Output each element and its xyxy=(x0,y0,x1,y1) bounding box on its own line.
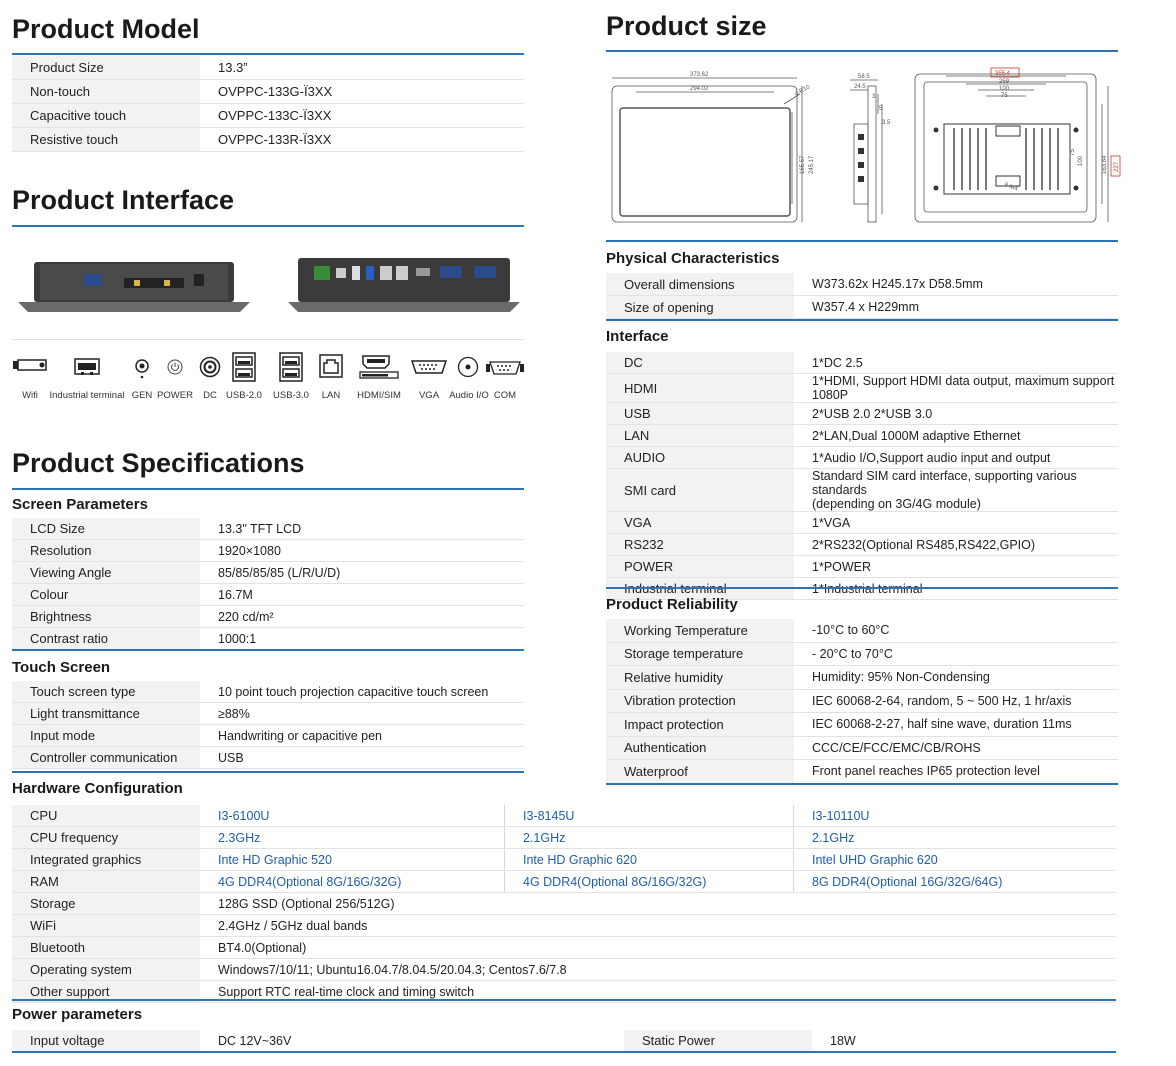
row-key: Product Size xyxy=(12,56,200,80)
side-ports-image xyxy=(284,252,524,314)
row-value: W357.4 x H229mm xyxy=(794,296,1118,319)
row-key: USB xyxy=(606,403,794,425)
dim-front-corner: 4-R10 xyxy=(794,84,812,98)
table-row xyxy=(606,447,1118,469)
dim-back-100: 100 xyxy=(999,86,1010,92)
row-value: Inte HD Graphic 520 xyxy=(200,849,505,871)
power-value-input-voltage: DC 12V~36V xyxy=(200,1030,624,1052)
gen-icon xyxy=(134,358,150,380)
divider xyxy=(606,319,1118,321)
dim-front-height-1: 165.57 xyxy=(800,155,806,174)
row-key: AUDIO xyxy=(606,447,794,469)
divider xyxy=(12,649,524,651)
table-row xyxy=(12,628,524,650)
product-specifications-title: Product Specifications xyxy=(12,448,305,478)
screen-parameters-table xyxy=(12,518,524,650)
divider xyxy=(12,999,1116,1001)
row-value: CCC/CE/FCC/EMC/CB/ROHS xyxy=(794,736,1118,760)
wifi-icon xyxy=(12,358,50,372)
table-row xyxy=(12,937,1116,959)
row-value: 2.3GHz xyxy=(200,827,505,849)
industrial-terminal-icon xyxy=(74,358,100,376)
interface-icon-row xyxy=(0,352,530,406)
icon-label: POWER xyxy=(157,390,193,401)
row-key: Impact protection xyxy=(606,713,794,737)
row-key: Capacitive touch xyxy=(12,104,200,128)
table-row xyxy=(12,827,1116,849)
row-value: Front panel reaches IP65 protection level xyxy=(794,760,1118,784)
product-reliability-table xyxy=(606,619,1118,784)
table-row xyxy=(606,760,1118,784)
row-value: 1*VGA xyxy=(794,512,1118,534)
physical-characteristics-table xyxy=(606,273,1118,319)
row-key: VGA xyxy=(606,512,794,534)
row-key: Input mode xyxy=(12,725,200,747)
dim-back-100-vertical: 100 xyxy=(1078,155,1084,166)
row-key: Storage temperature xyxy=(606,642,794,666)
row-key: Waterproof xyxy=(606,760,794,784)
dim-side-depth: 24.5 xyxy=(854,84,866,90)
row-key: Colour xyxy=(12,584,200,606)
dim-back-259: 259 xyxy=(999,79,1010,85)
row-key: CPU xyxy=(12,805,200,827)
row-value: -10°C to 60°C xyxy=(794,619,1118,642)
power-parameters-table xyxy=(12,1030,1116,1052)
table-row xyxy=(606,713,1118,737)
row-value: 128G SSD (Optional 256/512G) xyxy=(200,893,1116,915)
row-key: RAM xyxy=(12,871,200,893)
dim-side-3-5: 3.5 xyxy=(882,120,891,126)
row-value xyxy=(794,469,1118,512)
interface-title: Interface xyxy=(606,328,669,345)
row-value: Humidity: 95% Non-Condensing xyxy=(794,666,1118,690)
table-row xyxy=(606,642,1118,666)
row-key: HDMI xyxy=(606,374,794,403)
row-value: 1*DC 2.5 xyxy=(794,352,1118,374)
table-row xyxy=(12,562,524,584)
dim-side-width: 58.5 xyxy=(858,74,870,80)
table-row xyxy=(606,273,1118,296)
row-value-line: Standard SIM card interface, supporting various standards xyxy=(812,469,1077,497)
row-value: 2.4GHz / 5GHz dual bands xyxy=(200,915,1116,937)
table-row xyxy=(606,556,1118,578)
divider xyxy=(12,488,524,490)
row-key: Relative humidity xyxy=(606,666,794,690)
lan-icon xyxy=(319,354,343,378)
row-value: I3-10110U xyxy=(794,805,1117,827)
row-value: IEC 60068-2-64, random, 5 ~ 500 Hz, 1 hr/axis xyxy=(794,689,1118,713)
dim-front-inner-width: 294.02 xyxy=(690,86,709,92)
table-row xyxy=(12,540,524,562)
divider xyxy=(12,339,524,340)
row-value: 16.7M xyxy=(200,584,524,606)
table-row xyxy=(606,534,1118,556)
table-row xyxy=(606,512,1118,534)
row-key: Authentication xyxy=(606,736,794,760)
table-row xyxy=(12,518,524,540)
row-key: SMI card xyxy=(606,469,794,512)
power-key-input-voltage: Input voltage xyxy=(12,1030,200,1052)
table-row xyxy=(12,703,524,725)
row-value: I3-6100U xyxy=(200,805,505,827)
row-value: Inte HD Graphic 620 xyxy=(505,849,794,871)
row-key: Controller communication xyxy=(12,747,200,769)
row-value: Intel UHD Graphic 620 xyxy=(794,849,1117,871)
row-value: 4G DDR4(Optional 8G/16G/32G) xyxy=(505,871,794,893)
row-value: 10 point touch projection capacitive touch screen xyxy=(200,681,524,703)
table-row xyxy=(606,666,1118,690)
divider xyxy=(12,225,524,227)
power-value-static-power: 18W xyxy=(812,1030,1116,1052)
table-row xyxy=(12,128,524,152)
row-value: OVPPC-133C-Ï3XX xyxy=(200,104,524,128)
table-row xyxy=(12,584,524,606)
dim-side-3: 3 xyxy=(872,94,876,100)
icon-label: VGA xyxy=(418,390,440,401)
icon-label: COM xyxy=(493,390,517,401)
dim-back-height-2: 227 xyxy=(1114,161,1120,172)
dimension-drawings xyxy=(606,64,1124,232)
table-row xyxy=(12,915,1116,937)
row-value: 85/85/85/85 (L/R/U/D) xyxy=(200,562,524,584)
table-row xyxy=(12,871,1116,893)
hdmi-sim-icon xyxy=(358,354,400,380)
row-value: Windows7/10/11; Ubuntu16.04.7/8.04.5/20.04.3; Centos7.6/7.8 xyxy=(200,959,1116,981)
dim-front-height-2: 245.17 xyxy=(809,155,815,174)
hardware-configuration-title: Hardware Configuration xyxy=(12,780,183,797)
row-value-line: (depending on 3G/4G module) xyxy=(812,497,981,511)
row-value: I3-8145U xyxy=(505,805,794,827)
table-row xyxy=(12,893,1116,915)
row-key: Overall dimensions xyxy=(606,273,794,296)
row-key: Integrated graphics xyxy=(12,849,200,871)
row-value: BT4.0(Optional) xyxy=(200,937,1116,959)
row-key: RS232 xyxy=(606,534,794,556)
interface-table xyxy=(606,352,1118,600)
icon-label: Wifi xyxy=(22,390,38,401)
row-key: Resistive touch xyxy=(12,128,200,152)
power-icon xyxy=(166,358,184,376)
product-size-title: Product size xyxy=(606,11,767,41)
row-key: Vibration protection xyxy=(606,689,794,713)
table-row xyxy=(606,374,1118,403)
physical-characteristics-title: Physical Characteristics xyxy=(606,250,780,267)
table-row xyxy=(606,296,1118,319)
table-row xyxy=(606,425,1118,447)
dim-back-height-1: 163.84 xyxy=(1102,155,1108,174)
row-key: POWER xyxy=(606,556,794,578)
divider xyxy=(606,240,1118,242)
table-row xyxy=(12,747,524,769)
dim-side-5: 5 xyxy=(879,106,883,112)
dc-icon xyxy=(199,356,221,378)
touch-screen-title: Touch Screen xyxy=(12,659,111,676)
row-value: OVPPC-133G-Ï3XX xyxy=(200,80,524,104)
dim-back-width: 355.4 xyxy=(995,71,1011,77)
row-value: 2.1GHz xyxy=(505,827,794,849)
row-key: LCD Size xyxy=(12,518,200,540)
vga-icon xyxy=(410,358,448,376)
table-row xyxy=(606,352,1118,374)
row-value: IEC 60068-2-27, half sine wave, duration 11ms xyxy=(794,713,1118,737)
row-value: 13.3" TFT LCD xyxy=(200,518,524,540)
power-key-static-power: Static Power xyxy=(624,1030,812,1052)
icon-label: USB-2.0 xyxy=(226,390,262,401)
table-row xyxy=(12,80,524,104)
row-key: Contrast ratio xyxy=(12,628,200,650)
table-row xyxy=(606,689,1118,713)
divider xyxy=(606,50,1118,52)
row-key: DC xyxy=(606,352,794,374)
row-value: 2*LAN,Dual 1000M adaptive Ethernet xyxy=(794,425,1118,447)
row-value: 4G DDR4(Optional 8G/16G/32G) xyxy=(200,871,505,893)
row-value: Handwriting or capacitive pen xyxy=(200,725,524,747)
row-key: Viewing Angle xyxy=(12,562,200,584)
table-row xyxy=(12,849,1116,871)
divider xyxy=(12,53,524,55)
table-row xyxy=(12,725,524,747)
table-row xyxy=(12,959,1116,981)
row-key: CPU frequency xyxy=(12,827,200,849)
row-key: Size of opening xyxy=(606,296,794,319)
dim-back-75: 75 xyxy=(1001,93,1008,99)
table-row xyxy=(12,606,524,628)
product-interface-title: Product Interface xyxy=(12,185,235,215)
icon-label: DC xyxy=(203,390,217,401)
icon-label: LAN xyxy=(321,390,341,401)
audio-io-icon xyxy=(457,356,479,378)
row-value: Support RTC real-time clock and timing switch xyxy=(200,981,1116,1003)
table-row xyxy=(606,403,1118,425)
usb-2-0-icon xyxy=(232,352,256,382)
row-key: Touch screen type xyxy=(12,681,200,703)
row-value: - 20°C to 70°C xyxy=(794,642,1118,666)
row-key: Storage xyxy=(12,893,200,915)
row-key: Non-touch xyxy=(12,80,200,104)
screen-parameters-title: Screen Parameters xyxy=(12,496,148,513)
row-value: 1*HDMI, Support HDMI data output, maximum support 1080P xyxy=(794,374,1118,403)
row-key: Other support xyxy=(12,981,200,1003)
icon-label: GEN xyxy=(131,390,153,401)
com-icon xyxy=(485,360,525,376)
row-key: LAN xyxy=(606,425,794,447)
hardware-configuration-table xyxy=(12,805,1116,1003)
table-row xyxy=(12,805,1116,827)
usb-3-0-icon xyxy=(279,352,303,382)
row-value: 1920×1080 xyxy=(200,540,524,562)
row-key: Resolution xyxy=(12,540,200,562)
row-value: 2.1GHz xyxy=(794,827,1117,849)
icon-label: USB-3.0 xyxy=(273,390,309,401)
row-value: 2*USB 2.0 2*USB 3.0 xyxy=(794,403,1118,425)
row-value: 2*RS232(Optional RS485,RS422,GPIO) xyxy=(794,534,1118,556)
divider xyxy=(12,771,524,773)
row-value: ≥88% xyxy=(200,703,524,725)
table-row xyxy=(606,469,1118,512)
row-value: 1*POWER xyxy=(794,556,1118,578)
row-key: Bluetooth xyxy=(12,937,200,959)
icon-label: HDMI/SIM xyxy=(357,390,401,401)
row-key: Operating system xyxy=(12,959,200,981)
dim-back-screws: 8-M4 xyxy=(1003,182,1019,193)
row-value: 1000:1 xyxy=(200,628,524,650)
row-key: Brightness xyxy=(12,606,200,628)
table-row xyxy=(606,619,1118,642)
row-value: 220 cd/m² xyxy=(200,606,524,628)
product-model-title: Product Model xyxy=(12,14,200,44)
row-value: W373.62x H245.17x D58.5mm xyxy=(794,273,1118,296)
icon-label: Industrial terminal xyxy=(49,390,125,401)
bottom-ports-image xyxy=(14,252,254,314)
table-row xyxy=(12,1030,1116,1052)
table-row xyxy=(12,104,524,128)
row-key: Light transmittance xyxy=(12,703,200,725)
row-key: WiFi xyxy=(12,915,200,937)
row-value: OVPPC-133R-Ï3XX xyxy=(200,128,524,152)
product-reliability-title: Product Reliability xyxy=(606,596,738,613)
row-value: 13.3” xyxy=(200,56,524,80)
divider xyxy=(606,783,1118,785)
power-parameters-title: Power parameters xyxy=(12,1006,143,1023)
divider xyxy=(12,1051,1116,1053)
divider xyxy=(606,587,1118,589)
row-key: Working Temperature xyxy=(606,619,794,642)
product-model-table xyxy=(12,56,524,152)
icon-label: Audio I/O xyxy=(449,390,489,401)
row-value: USB xyxy=(200,747,524,769)
table-row xyxy=(606,736,1118,760)
dim-front-width: 373.62 xyxy=(690,72,709,78)
row-value: 1*Audio I/O,Support audio input and output xyxy=(794,447,1118,469)
table-row xyxy=(12,681,524,703)
table-row xyxy=(12,56,524,80)
dim-back-75-vertical: 75 xyxy=(1070,149,1076,156)
touch-screen-table xyxy=(12,681,524,769)
row-value: 8G DDR4(Optional 16G/32G/64G) xyxy=(794,871,1117,893)
